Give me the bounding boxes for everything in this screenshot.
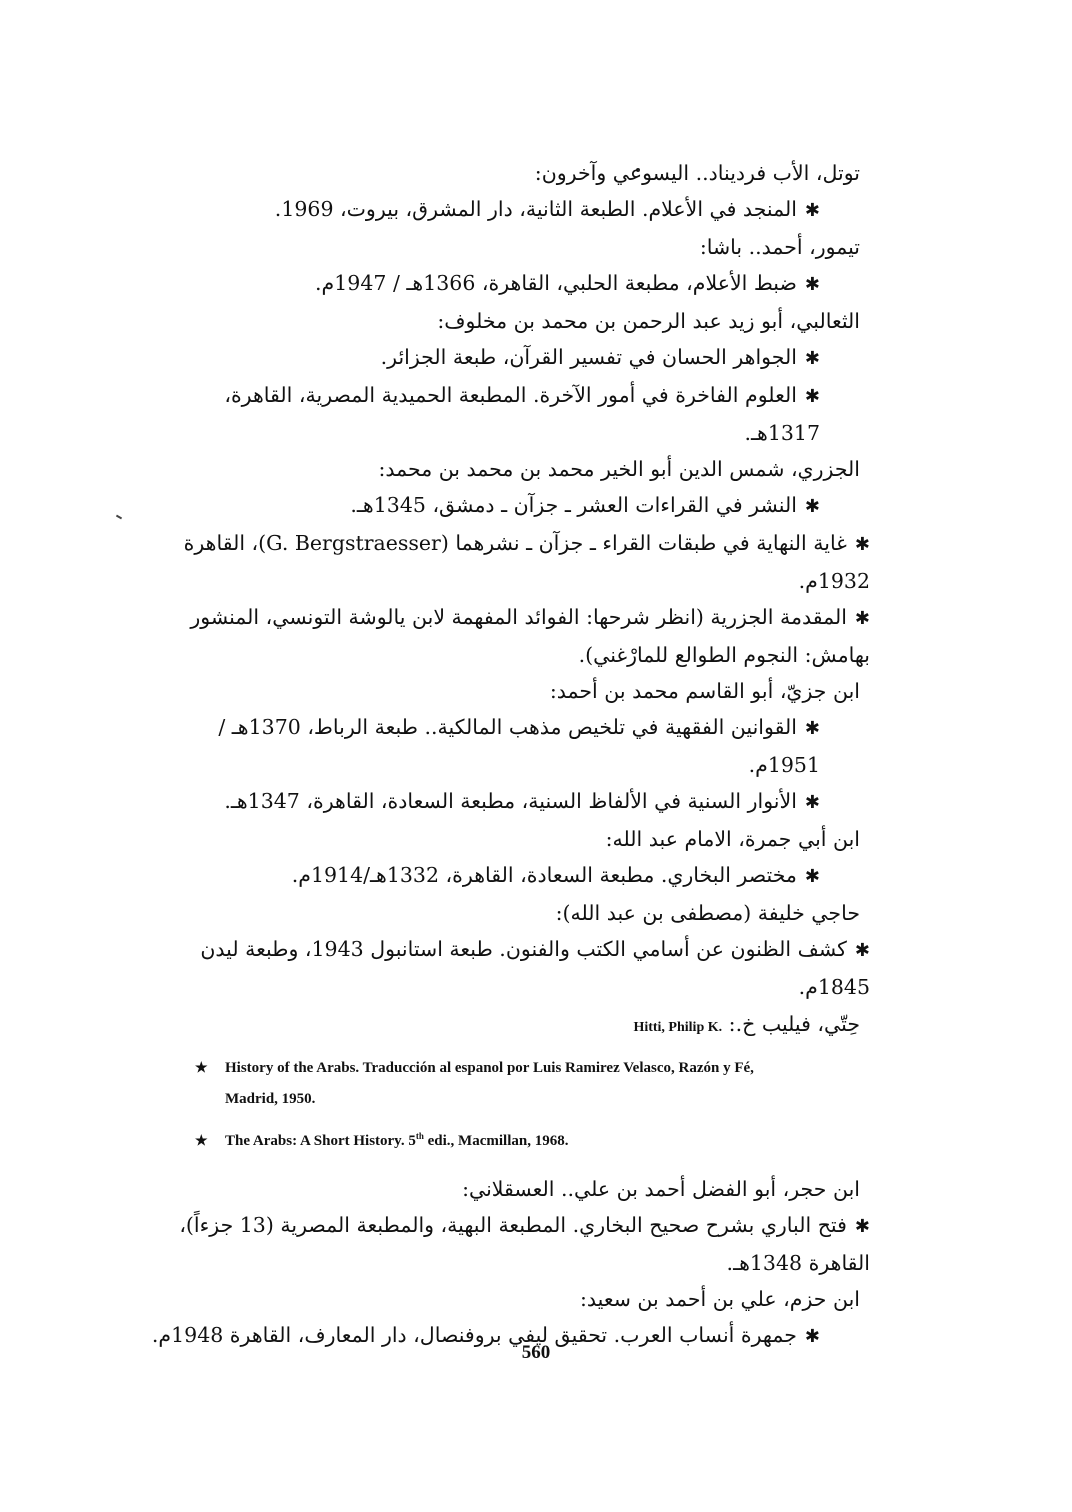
work-item: ✱العلوم الفاخرة في أمور الآخرة. المطبعة الحميدية المصرية، القاهرة، 1317هـ. (224, 383, 820, 445)
asterisk-icon: ✱ (804, 348, 820, 369)
asterisk-icon: ✱ (804, 718, 820, 739)
work-item: ✱الأنوار السنية في الألفاظ السنية، مطبعة السعادة، القاهرة، 1347هـ. (224, 789, 820, 813)
work-item-english: ★ History of the Arabs. Traducción al espanol por Luis Ramirez Velasco, Razón y Fé, Madrid, 1950. (195, 1053, 870, 1115)
stray-mark (116, 515, 122, 520)
work-item: ✱فتح الباري بشرح صحيح البخاري. المطبعة البهية، والمطبعة المصرية (13 جزءاً)، القاهرة 1348هـ. (179, 1213, 870, 1275)
work-item-english: ★ The Arabs: A Short History. 5th edi., Macmillan, 1968. (195, 1121, 870, 1157)
asterisk-icon: ✱ (804, 274, 820, 295)
author-heading: الثعالبي، أبو زيد عبد الرحمن بن محمد بن مخلوف: (437, 309, 860, 333)
asterisk-icon: ✱ (804, 386, 820, 407)
work-item: ✱المقدمة الجزرية (انظر شرحها: الفوائد المفهمة لابن يالوشة التونسي، المنشور بهامش: النجوم الطوالع للمارْغني). (190, 605, 870, 667)
star-icon: ★ (195, 1134, 208, 1149)
author-name-arabic: حِتّي، فيليب خ.: (728, 1012, 860, 1036)
author-heading: ابن حجر، أبو الفضل أحمد بن علي.. العسقلاني: (462, 1177, 860, 1201)
work-item: ✱كشف الظنون عن أسامي الكتب والفنون. طبعة استانبول 1943، وطبعة ليدن 1845م. (200, 937, 870, 999)
author-heading: الجزري، شمس الدين أبو الخير محمد بن محمد بن محمد: (378, 457, 860, 481)
work-item: ✱غاية النهاية في طبقات القراء ـ جزآن ـ نشرهما (G. Bergstraesser)، القاهرة 1932م. (183, 531, 870, 593)
author-heading: ابن حزم، علي بن أحمد بن سعيد: (579, 1287, 860, 1311)
author-heading-hitti (150, 1005, 860, 1047)
asterisk-icon: ✱ (804, 1326, 820, 1347)
work-item: ✱القوانين الفقهية في تلخيص مذهب المالكية.. طبعة الرباط، 1370هـ / 1951م. (218, 715, 820, 777)
asterisk-icon: ✱ (804, 866, 820, 887)
asterisk-icon: ✱ (854, 940, 870, 961)
asterisk-icon: ✱ (804, 200, 820, 221)
author-heading: تيمور، أحمد.. باشا: (699, 235, 860, 259)
work-item: ✱المنجد في الأعلام. الطبعة الثانية، دار المشرق، بيروت، 1969. (274, 197, 820, 221)
work-item: ✱ضبط الأعلام، مطبعة الحلبي، القاهرة، 1366هـ / 1947م. (315, 271, 820, 295)
page-number: 560 (521, 1342, 551, 1363)
author-heading: حاجي خليفة (مصطفى بن عبد الله): (555, 901, 860, 925)
bibliography-page (150, 155, 870, 1355)
asterisk-icon: ✱ (854, 608, 870, 629)
work-item: ✱الجواهر الحسان في تفسير القرآن، طبعة الجزائر. (380, 345, 820, 369)
asterisk-icon: ✱ (854, 534, 870, 555)
author-heading: ابن جزيّ، أبو القاسم محمد بن أحمد: (549, 679, 860, 703)
asterisk-icon: ✱ (854, 1216, 870, 1237)
work-item: ✱النشر في القراءات العشر ـ جزآن ـ دمشق، 1345هـ. (350, 493, 820, 517)
author-name-latin: Hitti, Philip K. (633, 1020, 723, 1035)
work-item: ✱جمهرة أنساب العرب. تحقيق ليفي بروفنصال، دار المعارف، القاهرة 1948م. (151, 1323, 820, 1347)
author-heading: توتل، الأب فرديناد.. اليسوعي وآخرون: (534, 161, 860, 185)
star-icon: ★ (195, 1061, 208, 1076)
author-heading: ابن أبي جمرة، الامام عبد الله: (605, 827, 860, 851)
work-item: ✱مختصر البخاري. مطبعة السعادة، القاهرة، 1332هـ/1914م. (291, 863, 820, 887)
asterisk-icon: ✱ (804, 496, 820, 517)
asterisk-icon: ✱ (804, 792, 820, 813)
